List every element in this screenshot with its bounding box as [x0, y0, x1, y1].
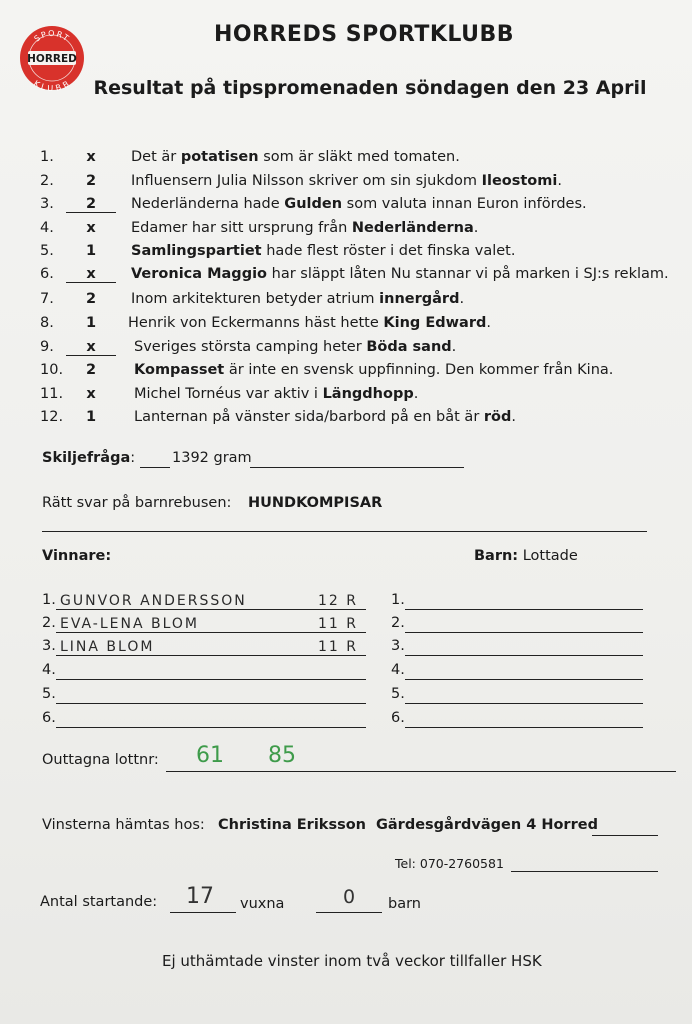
- question-number: 7.: [40, 291, 54, 307]
- question-text: Det är potatisen som är släkt med tomaten.: [131, 149, 460, 165]
- prizes-person: Christina Eriksson: [218, 817, 366, 833]
- prizes-line: [592, 835, 658, 836]
- child-line: [405, 632, 643, 633]
- phone-line: [511, 871, 658, 872]
- question-number: 12.: [40, 409, 64, 425]
- question-number: 1.: [40, 149, 54, 165]
- adults-line: [170, 912, 236, 913]
- child-line: [405, 679, 643, 680]
- question-number: 8.: [40, 315, 54, 331]
- child-line: [405, 655, 643, 656]
- question-text: Sveriges största camping heter Böda sand.: [134, 339, 457, 355]
- question-keyword: Böda sand: [366, 339, 452, 355]
- question-answer: 1: [85, 409, 97, 425]
- child-number: 1.: [391, 592, 405, 608]
- participants-label: Antal startande:: [40, 894, 158, 910]
- winner-line: [56, 703, 366, 704]
- adults-label: vuxna: [240, 896, 285, 912]
- tiebreak-row: Skiljefråga:: [42, 450, 136, 466]
- question-text: Kompasset är inte en svensk uppfinning. Den kommer från Kina.: [134, 362, 614, 378]
- question-answer: x: [86, 386, 96, 402]
- winner-score: 11 R: [318, 639, 358, 655]
- tiebreak-value: 1392 gram: [172, 450, 252, 466]
- question-answer: 2: [85, 173, 97, 189]
- question-keyword: Samlingspartiet: [131, 243, 262, 259]
- question-number: 9.: [40, 339, 54, 355]
- question-keyword: potatisen: [180, 149, 259, 165]
- children-count-line: [316, 912, 382, 913]
- question-answer: 2: [66, 196, 116, 213]
- tiebreak-line-left: [140, 467, 170, 468]
- rebus-label: Rätt svar på barnrebusen:: [42, 495, 232, 511]
- winner-number: 6.: [42, 710, 56, 726]
- question-text: Veronica Maggio har släppt låten Nu stannar vi på marken i SJ:s reklam.: [131, 266, 669, 282]
- winner-number: 2.: [42, 615, 56, 631]
- question-number: 5.: [40, 243, 54, 259]
- question-answer: 2: [85, 362, 97, 378]
- winner-line: [56, 655, 366, 656]
- question-keyword: Längdhopp: [322, 386, 414, 402]
- question-text: Lanternan på vänster sida/barbord på en båt är röd.: [134, 409, 516, 425]
- winner-line: [56, 632, 366, 633]
- question-answer: x: [86, 149, 96, 165]
- question-answer: 1: [85, 243, 97, 259]
- lottery-number-2: 85: [268, 743, 296, 768]
- winners-label: Vinnare:: [42, 548, 112, 564]
- question-text: Influensern Julia Nilsson skriver om sin sjukdom Ileostomi.: [131, 173, 562, 189]
- question-number: 2.: [40, 173, 54, 189]
- winner-name: LINA BLOM: [60, 639, 155, 655]
- logo-top-text: SPORT: [32, 28, 72, 44]
- rebus-divider: [42, 531, 647, 532]
- question-keyword: Gulden: [284, 196, 343, 212]
- child-line: [405, 609, 643, 610]
- rebus-answer: HUNDKOMPISAR: [248, 495, 383, 511]
- page-title: HORREDS SPORTKLUBB: [213, 22, 515, 47]
- question-keyword: Nederländerna: [351, 220, 474, 236]
- children-count: 0: [343, 886, 356, 908]
- question-number: 10.: [40, 362, 64, 378]
- question-keyword: röd: [483, 409, 512, 425]
- children-label: Barn: Lottade: [474, 548, 578, 564]
- winner-name: GUNVOR ANDERSSON: [60, 593, 247, 609]
- child-number: 3.: [391, 638, 405, 654]
- page-subtitle: Resultat på tipspromenaden söndagen den 23 April: [93, 77, 647, 99]
- question-answer: 1: [85, 315, 97, 331]
- child-number: 4.: [391, 662, 405, 678]
- child-line: [405, 703, 643, 704]
- child-number: 2.: [391, 615, 405, 631]
- winner-number: 4.: [42, 662, 56, 678]
- lottery-label: Outtagna lottnr:: [42, 752, 159, 768]
- question-number: 3.: [40, 196, 54, 212]
- question-answer: x: [66, 339, 116, 356]
- prizes-address: Gärdesgårdvägen 4 Horred: [376, 817, 598, 833]
- winner-line: [56, 609, 366, 610]
- question-text: Henrik von Eckermanns häst hette King Edward.: [128, 315, 491, 331]
- question-number: 4.: [40, 220, 54, 236]
- question-text: Michel Tornéus var aktiv i Längdhopp.: [134, 386, 419, 402]
- winner-line: [56, 727, 366, 728]
- winner-score: 11 R: [318, 616, 358, 632]
- child-line: [405, 727, 643, 728]
- question-text: Inom arkitekturen betyder atrium innergård.: [131, 291, 465, 307]
- question-number: 6.: [40, 266, 54, 282]
- winner-number: 5.: [42, 686, 56, 702]
- question-keyword: Kompasset: [134, 362, 225, 378]
- winner-line: [56, 679, 366, 680]
- question-answer: 2: [85, 291, 97, 307]
- question-keyword: Veronica Maggio: [131, 266, 268, 282]
- logo-bottom-text: KLUBB: [32, 78, 72, 91]
- question-text: Nederländerna hade Gulden som valuta innan Euron infördes.: [131, 196, 587, 212]
- question-text: Edamer har sitt ursprung från Nederländerna.: [131, 220, 479, 236]
- winner-name: EVA-LENA BLOM: [60, 616, 199, 632]
- question-answer: x: [86, 220, 96, 236]
- tiebreak-label: Skiljefråga: [42, 450, 131, 466]
- lottery-line: [166, 771, 676, 772]
- prizes-phone: Tel: 070-2760581: [395, 856, 504, 871]
- prizes-label: Vinsterna hämtas hos:: [42, 817, 205, 833]
- winner-score: 12 R: [318, 593, 358, 609]
- child-number: 6.: [391, 710, 405, 726]
- winner-number: 3.: [42, 638, 56, 654]
- winner-number: 1.: [42, 592, 56, 608]
- logo-center-text: HORRED: [27, 53, 77, 65]
- question-text: Samlingspartiet hade flest röster i det finska valet.: [131, 243, 516, 259]
- question-answer: x: [66, 266, 116, 283]
- adults-count: 17: [186, 884, 214, 909]
- children-count-label: barn: [388, 896, 421, 912]
- question-number: 11.: [40, 386, 64, 402]
- tiebreak-line-right: [250, 467, 464, 468]
- footer-note: Ej uthämtade vinster inom två veckor tillfaller HSK: [162, 952, 542, 970]
- question-keyword: innergård: [379, 291, 460, 307]
- child-number: 5.: [391, 686, 405, 702]
- question-keyword: King Edward: [383, 315, 487, 331]
- lottery-number-1: 61: [196, 743, 224, 768]
- question-keyword: Ileostomi: [481, 173, 558, 189]
